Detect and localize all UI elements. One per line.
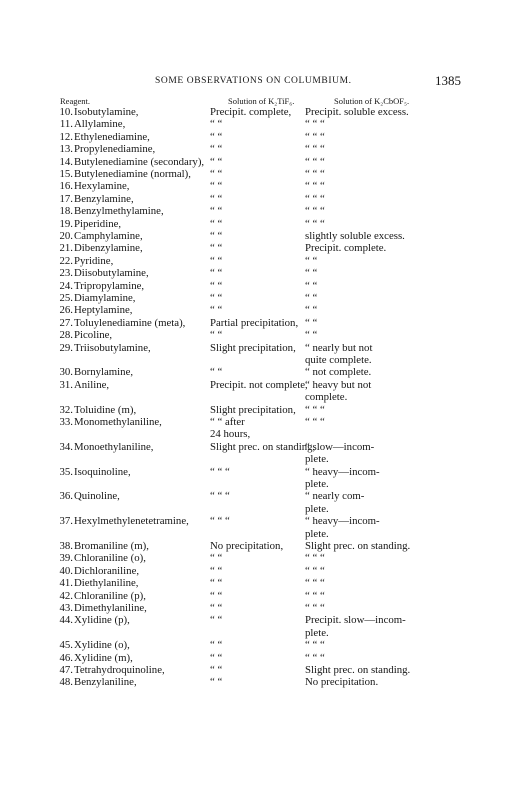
titanium-result: Slight precipitation, [210,403,296,416]
reagent-number: 45. [59,639,73,652]
titanium-result: “ “ [210,602,223,614]
titanium-result: “ “ [210,676,223,689]
reagent-name: Aniline, [74,378,110,391]
columbium-result: Precipit. complete. [305,242,387,255]
reagent-number: 40. [59,564,73,577]
columbium-result: “ “ “ [305,168,325,180]
reagent-name: Heptylamine, [74,304,133,317]
columbium-result: “ “ “ [305,403,325,416]
reagent-name: Diamylamine, [74,292,136,304]
titanium-result: “ “ [210,366,223,379]
reagent-number: 29. [59,341,73,354]
columbium-result: “ “ “ [305,180,325,193]
table-row [0,366,521,378]
reagent-name: Dichloraniline, [74,564,140,577]
reagent-name: Hexylamine, [74,180,130,193]
titanium-result: “ “ [210,292,223,304]
table-row [0,379,521,391]
columbium-result: “ nearly com- [305,490,365,503]
reagent-number: 43. [59,602,73,614]
columbium-result: plete. [305,626,329,639]
titanium-result: “ “ [210,552,223,565]
column-header-columbium-solution: Solution of K₂CbOF₅. [334,96,410,106]
reagent-number: 25. [59,292,73,304]
reagent-number: 22. [59,254,73,267]
table-row [0,528,521,540]
table-row [0,218,521,230]
titanium-result: “ “ [210,267,223,280]
table-row [0,354,521,366]
columbium-result: “ “ [305,304,318,317]
reagent-name: Xylidine (p), [74,614,130,627]
reagent-number: 41. [59,577,73,590]
reagent-name: Dibenzylamine, [74,242,143,255]
table-row [0,242,521,254]
titanium-result: “ “ [210,118,223,131]
table-row [0,602,521,614]
table-row [0,540,521,552]
reagent-number: 26. [59,304,73,317]
reagent-name: Pyridine, [74,254,114,267]
columbium-result: “ heavy—incom- [305,515,380,528]
columbium-result: “ “ “ [305,577,325,590]
running-title: SOME OBSERVATIONS ON COLUMBIUM. [155,76,352,86]
reagent-number: 13. [59,143,73,156]
reagent-name: Allylamine, [74,118,126,131]
reagent-name: Chloraniline (o), [74,552,146,565]
titanium-result: No precipitation, [210,540,284,552]
titanium-result: “ “ “ [210,515,230,528]
columbium-result: Precipit. slow—incom- [305,614,406,627]
columbium-result: “ not complete. [305,366,372,379]
titanium-result: “ “ [210,180,223,193]
page-header [0,73,521,92]
reagent-name: Benzylaniline, [74,676,137,689]
reagent-number: 10. [59,106,73,118]
columbium-result: “ “ “ [305,416,325,428]
columbium-result: “ “ “ [305,130,325,143]
table-row [0,490,521,502]
table-row [0,267,521,279]
titanium-result: “ “ [210,614,223,627]
columbium-result: Precipit. soluble excess. [305,106,409,118]
reagent-number: 19. [59,217,73,230]
reagent-name: Benzylmethylamine, [74,205,164,218]
table-row [0,627,521,639]
reagent-number: 39. [59,552,73,565]
columbium-result: “ “ “ [305,589,325,602]
columbium-result: quite complete. [305,354,372,366]
columbium-result: “ “ [305,279,318,292]
reagent-name: Hexylmethylenetetramine, [74,515,189,528]
column-header-reagent: Reagent. [60,96,90,106]
titanium-result: 24 hours, [210,428,251,441]
reagent-name: Butylenediamine (secondary), [74,155,205,168]
reagent-name: Toluylenediamine (meta), [74,316,186,329]
reagent-name: Monoethylaniline, [74,440,154,453]
reagent-name: Tetrahydroquinoline, [74,664,165,676]
titanium-result: Precipit. complete, [210,106,292,118]
reagent-number: 12. [59,130,73,143]
reagent-number: 18. [59,205,73,218]
reagent-number: 33. [59,416,73,428]
columbium-result: “ “ [305,292,318,304]
reagent-name: Xylidine (o), [74,639,130,652]
reagent-name: Isoquinoline, [74,465,131,478]
columbium-result: Slight prec. on standing. [305,540,411,552]
table-row [0,118,521,130]
columbium-result: “ “ “ [305,205,325,218]
table-row [0,280,521,292]
reagent-name: Benzylamine, [74,192,134,205]
table-row [0,342,521,354]
reagent-number: 11. [59,118,73,131]
table-row [0,441,521,453]
table-row [0,156,521,168]
table-row [0,304,521,316]
titanium-result: “ “ [210,217,223,230]
table-row [0,503,521,515]
reagent-number: 35. [59,465,73,478]
table-row [0,466,521,478]
reagent-name: Camphylamine, [74,230,143,242]
table-row [0,416,521,428]
table-row [0,180,521,192]
columbium-result: “ slow—incom- [305,440,375,453]
table-row [0,552,521,564]
reagent-number: 31. [59,378,73,391]
reagent-name: Toluidine (m), [74,403,137,416]
titanium-result: “ “ [210,155,223,168]
titanium-result: “ “ [210,589,223,602]
page-number: 1385 [435,73,461,88]
titanium-result: “ “ [210,192,223,205]
reagent-number: 47. [59,664,73,676]
columbium-result: “ “ “ [305,564,325,577]
reagent-number: 34. [59,440,73,453]
titanium-result: “ “ [210,279,223,292]
reagent-number: 16. [59,180,73,193]
table-row [0,143,521,155]
reagent-number: 27. [59,316,73,329]
table-row [0,230,521,242]
titanium-result: “ “ “ [210,490,230,503]
columbium-result: “ “ “ [305,155,325,168]
reagent-number: 38. [59,540,73,552]
table-row [0,292,521,304]
columbium-result: “ “ “ [305,639,325,652]
columbium-result: “ “ “ [305,143,325,156]
titanium-result: “ “ [210,664,223,676]
columbium-result: No precipitation. [305,676,379,689]
titanium-result: “ “ after [210,416,245,428]
table-row [0,676,521,688]
table-row [0,317,521,329]
reagent-name: Propylenediamine, [74,143,156,156]
column-header-titanium-solution: Solution of K₂TiF₆. [228,96,295,106]
table-row [0,131,521,143]
columbium-result: “ “ “ [305,217,325,230]
columbium-result: “ “ “ [305,552,325,565]
titanium-result: “ “ [210,254,223,267]
reagent-name: Triisobutylamine, [74,341,151,354]
columbium-result: “ “ “ [305,192,325,205]
table-row [0,329,521,341]
reagent-number: 21. [59,242,73,255]
columbium-result: “ “ “ [305,118,325,131]
titanium-result: “ “ [210,577,223,590]
reagent-number: 37. [59,515,73,528]
titanium-result: “ “ [210,168,223,180]
reagent-name: Picoline, [74,329,113,342]
reagent-name: Xylidine (m), [74,651,133,664]
titanium-result: “ “ [210,329,223,342]
titanium-result: “ “ [210,639,223,652]
columbium-result: Slight prec. on standing. [305,664,411,676]
titanium-result: “ “ [210,242,223,255]
columbium-result: “ “ [305,329,318,342]
titanium-result: “ “ [210,651,223,664]
columbium-result: “ “ [305,254,318,267]
table-row [0,614,521,626]
columbium-result: plete. [305,453,329,466]
reagent-number: 14. [59,155,73,168]
table-row [0,106,521,118]
titanium-result: “ “ [210,564,223,577]
reagent-number: 48. [59,676,73,689]
titanium-result: “ “ [210,205,223,218]
reagent-name: Isobutylamine, [74,106,139,118]
columbium-result: “ “ [305,267,318,280]
reagent-number: 23. [59,267,73,280]
table-row [0,515,521,527]
table-row [0,577,521,589]
reagent-name: Piperidine, [74,217,122,230]
table-row [0,565,521,577]
titanium-result: Partial precipitation, [210,316,299,329]
titanium-result: “ “ [210,230,223,242]
table-row [0,168,521,180]
reagent-name: Monomethylaniline, [74,416,162,428]
titanium-result: Slight prec. on standing, [210,440,316,453]
columbium-result: plete. [305,502,329,515]
table-row [0,639,521,651]
reagent-table [0,106,521,786]
columbium-result: plete. [305,478,329,490]
reagent-number: 30. [59,366,73,379]
table-row [0,590,521,602]
reagent-number: 42. [59,589,73,602]
reagent-name: Butylenediamine (normal), [74,168,191,180]
columbium-result: plete. [305,527,329,540]
table-row [0,193,521,205]
table-row [0,664,521,676]
reagent-number: 20. [59,230,73,242]
reagent-number: 44. [59,614,73,627]
table-row [0,428,521,440]
titanium-result: “ “ [210,304,223,317]
columbium-result: “ heavy—incom- [305,465,380,478]
table-row [0,205,521,217]
reagent-name: Dimethylaniline, [74,602,147,614]
reagent-name: Bornylamine, [74,366,134,379]
reagent-number: 17. [59,192,73,205]
titanium-result: “ “ [210,130,223,143]
titanium-result: “ “ “ [210,465,230,478]
columbium-result: slightly soluble excess. [305,230,405,242]
reagent-name: Chloraniline (p), [74,589,146,602]
titanium-result: Slight precipitation, [210,341,296,354]
columbium-result: “ nearly but not [305,341,373,354]
reagent-number: 36. [59,490,73,503]
columbium-result: “ “ “ [305,602,325,614]
titanium-result: “ “ [210,143,223,156]
columbium-result: “ “ [305,316,318,329]
table-row [0,404,521,416]
reagent-number: 24. [59,279,73,292]
reagent-name: Bromaniline (m), [74,540,149,552]
table-row [0,453,521,465]
columbium-result: “ “ “ [305,651,325,664]
reagent-name: Diethylaniline, [74,577,139,590]
table-row [0,391,521,403]
columbium-result: complete. [305,391,348,404]
table-row [0,652,521,664]
columbium-result: “ heavy but not [305,378,372,391]
reagent-number: 46. [59,651,73,664]
reagent-name: Quinoline, [74,490,120,503]
reagent-number: 28. [59,329,73,342]
titanium-result: Precipit. not complete, [210,378,308,391]
table-row [0,255,521,267]
reagent-name: Tripropylamine, [74,279,145,292]
reagent-name: Diisobutylamine, [74,267,149,280]
table-row [0,478,521,490]
reagent-name: Ethylenediamine, [74,130,150,143]
reagent-number: 15. [59,168,73,180]
reagent-number: 32. [59,403,73,416]
